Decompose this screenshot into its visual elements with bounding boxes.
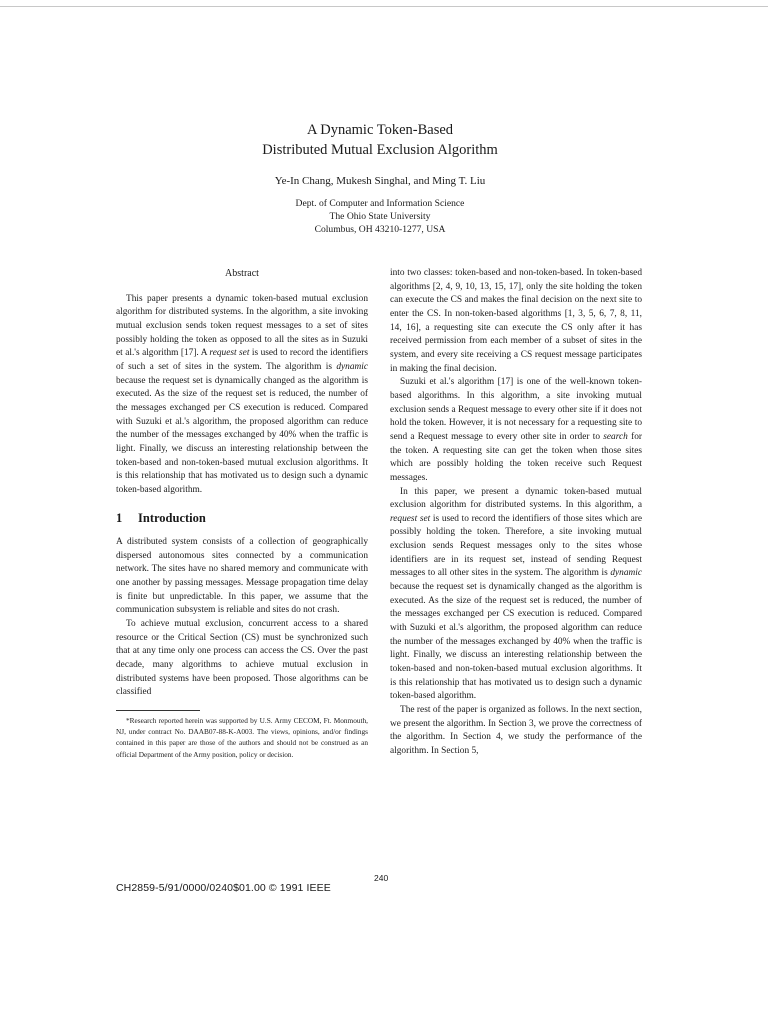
author-list: Ye-In Chang, Mukesh Singhal, and Ming T. Liu <box>274 175 486 187</box>
top-border-line <box>0 6 768 7</box>
title-line-2: Distributed Mutual Exclusion Algorithm <box>262 142 498 158</box>
section-title: Introduction <box>138 510 206 525</box>
right-paragraph-4: The rest of the paper is organized as follows. In the next section, we present the algorithm. In Section 3, we prove the correctness of the algorithm. In Section 4, we study the performance of the algorithm. In Section 5, <box>390 705 642 756</box>
title-block <box>150 120 610 236</box>
abstract-text-part: because the request set is dynamically changed as the algorithm is executed. As the size of the request set is reduced, the number of the messages exchanged per CS execution is reduced. Compared with Suzuki et al.'s algorithm, the proposed algorithm can reduce the number of the messages exchanged by 40% when the traffic is light. Finally, we discuss an interesting relationship between the token-based and non-token-based mutual exclusion algorithms. It is this relationship that has motivated us to design such a dynamic token-based algorithm. <box>116 375 368 495</box>
footnote: *Research reported herein was supported by U.S. Army CECOM, Ft. Monmouth, NJ, under contract No. DAAB07-88-K-A003. The views, opinions, and/or findings contained in this paper are those of the authors and should not be construed as an official Department of the Army position, policy or decision. <box>116 716 368 759</box>
abstract-heading: Abstract <box>225 268 259 279</box>
abstract-emphasis: dynamic <box>336 361 368 372</box>
intro-paragraph-1: A distributed system consists of a collection of geographically dispersed autonomous sites connected by a communication network. The sites have no shared memory and communicate with one another by passing messages. Message propagation time delay is finite but unpredictable. In this paper, we assume that the communication subsystem is reliable and sites do not crash. <box>116 537 368 616</box>
section-heading-introduction <box>116 512 368 526</box>
affiliation-line-2: The Ohio State University <box>329 211 431 222</box>
footnote-rule <box>116 710 200 711</box>
abstract-text <box>116 293 368 498</box>
paragraph-emphasis: request set <box>390 513 431 524</box>
paragraph-text-part: is used to record the identifiers of those sites which are possibly holding the token. Therefore, a site invoking mutual exclusion sends Request messages only to the sites whose identifiers are in its request set, instead of sending Request messages to all other sites in the system. The algorithm is <box>390 513 642 579</box>
right-column <box>390 267 642 759</box>
section-number: 1 <box>116 510 123 525</box>
paragraph-text-part: Suzuki et al.'s algorithm [17] is one of the well-known token-based algorithms. In this algorithm, a site invoking mutual exclusion sends a Request message to every other site if it does not hold the token. However, it is not necessary for a requesting site to send a Request message to every other site in order to <box>390 377 642 442</box>
page-number: 240 <box>374 873 389 883</box>
abstract-emphasis: request set <box>209 348 250 359</box>
right-paragraph-2 <box>390 376 642 485</box>
right-paragraph-3 <box>390 486 642 705</box>
paragraph-text-part: because the request set is dynamically changed as the algorithm is executed. As the size of the request set is reduced, the number of the messages exchanged per CS execution is reduced. Compared with Suzuki et al.'s algorithm, the proposed algorithm can reduce the number of the messages exchanged by 40% when the traffic is light. Finally, we discuss an interesting relationship between the token-based and non-token-based mutual exclusion algorithms. It is this relationship that has motivated us to design such a dynamic token-based algorithm. <box>390 582 642 702</box>
copyright-notice: CH2859-5/91/0000/0240$01.00 © 1991 IEEE <box>116 882 331 894</box>
paragraph-emphasis: dynamic <box>610 568 642 579</box>
affiliation <box>150 197 610 236</box>
paragraph-emphasis: search <box>603 431 628 442</box>
affiliation-line-3: Columbus, OH 43210-1277, USA <box>314 224 446 235</box>
abstract-text-part: This paper presents a dynamic token-based mutual exclusion algorithm for distributed systems. In the algorithm, a site invoking mutual exclusion sends token request messages to a set of sites possibly holding the token as opposed to all the sites as in Suzuki et al.'s algorithm [17]. A <box>116 293 368 359</box>
affiliation-line-1: Dept. of Computer and Information Science <box>295 198 465 209</box>
title-line-1: A Dynamic Token-Based <box>306 122 454 138</box>
paper-title <box>150 120 610 160</box>
paragraph-text-part: In this paper, we present a dynamic token-based mutual exclusion algorithm for distributed systems. In this algorithm, a <box>390 486 642 511</box>
intro-paragraph-2: To achieve mutual exclusion, concurrent access to a shared resource or the Critical Section (CS) must be synchronized such that at any time only one process can access the CS. Over the past decade, many algorithms to achieve mutual exclusion in distributed systems have been proposed. Those algorithms can be classified <box>116 619 368 698</box>
paragraph-text-part: for the token. A requesting site can get the token when those sites which are possibly holding the token receive such Request messages. <box>390 431 642 483</box>
right-paragraph-1: into two classes: token-based and non-token-based. In token-based algorithms [2, 4, 9, 10, 13, 15, 17], only the site holding the token can execute the CS and makes the final decision on the next site to enter the CS. In non-token-based algorithms [1, 3, 5, 6, 7, 8, 11, 14, 16], a requesting site can execute the CS only after it has received permission from each member of a subset of sites in the system, and every site receiving a CS request message participates in making the final decision. <box>390 268 642 374</box>
abstract-text-part: is used to record the identifiers of such a set of sites in the system. The algorithm is <box>116 348 369 372</box>
left-column <box>116 267 368 760</box>
